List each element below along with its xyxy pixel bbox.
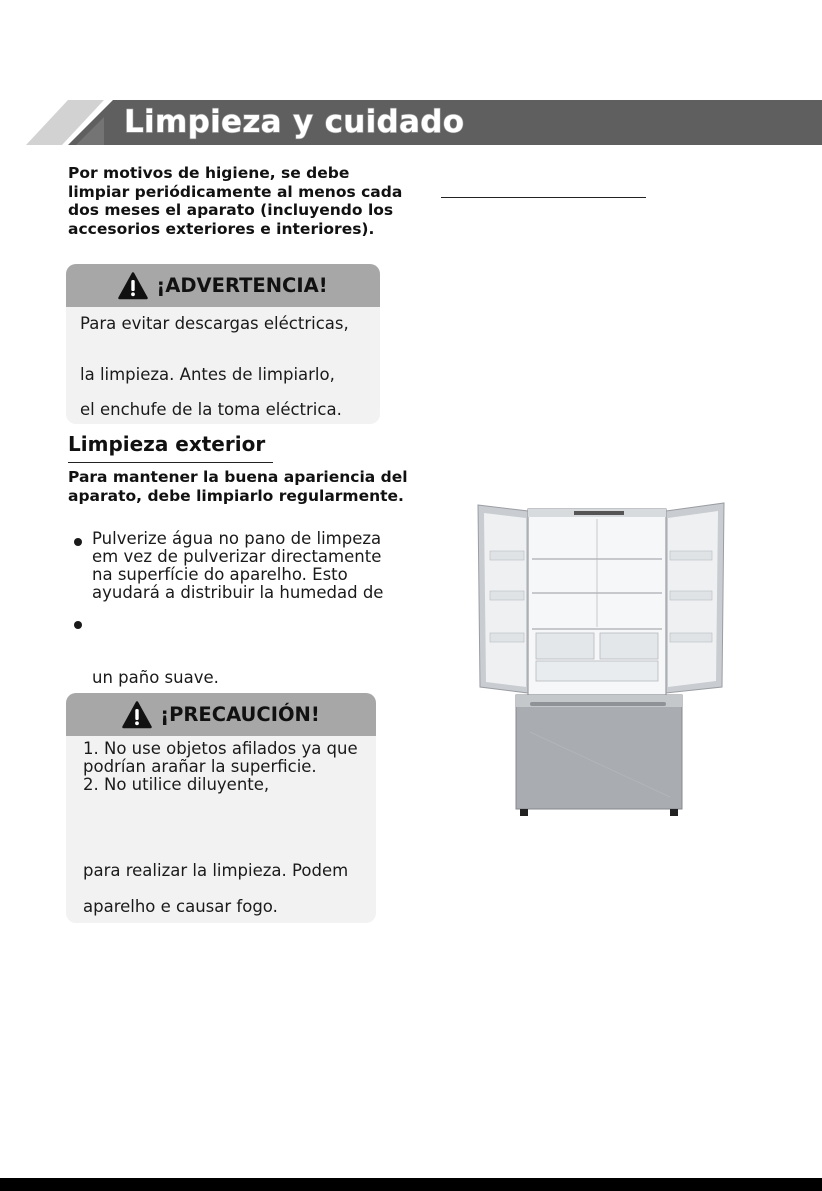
caution-box bbox=[66, 693, 376, 923]
footer-bar bbox=[0, 1178, 822, 1191]
warning-triangle-icon bbox=[118, 272, 148, 300]
warning-line-3: el enchufe de la toma eléctrica. bbox=[80, 400, 342, 419]
exterior-section-intro: Para mantener la buena apariencia del aparato, debe limpiarlo regularmente. bbox=[68, 468, 408, 505]
bullet-marker-1 bbox=[74, 538, 82, 546]
refrigerator-image bbox=[470, 497, 730, 822]
bullet-1-line-3: na superfície do aparelho. Esto bbox=[92, 565, 348, 584]
section-banner bbox=[0, 100, 822, 145]
caution-line-2: podrían arañar la superficie. bbox=[83, 757, 317, 776]
caution-box-header bbox=[66, 693, 376, 736]
caution-box-title: ¡PRECAUCIÓN! bbox=[160, 703, 320, 726]
warning-line-2: la limpieza. Antes de limpiarlo, bbox=[80, 365, 335, 384]
bullet-marker-2 bbox=[74, 621, 82, 629]
page-title: Limpieza y cuidado bbox=[124, 104, 465, 140]
warning-box bbox=[66, 264, 380, 424]
bullet-1-line-2: em vez de pulverizar directamente bbox=[92, 547, 382, 566]
warning-triangle-icon bbox=[122, 701, 152, 729]
warning-box-title: ¡ADVERTENCIA! bbox=[156, 274, 328, 297]
intro-paragraph: Por motivos de higiene, se debe limpiar periódicamente al menos cada dos meses el aparato (incluyendo los accesorios exteriores e interiores). bbox=[68, 164, 403, 238]
warning-box-header bbox=[66, 264, 380, 307]
caution-line-5: aparelho e causar fogo. bbox=[83, 897, 278, 916]
caution-line-1: 1. No use objetos afilados ya que bbox=[83, 739, 358, 758]
caution-line-4: para realizar la limpieza. Podem bbox=[83, 861, 349, 880]
divider-rule bbox=[441, 197, 646, 198]
caution-line-3: 2. No utilice diluyente, bbox=[83, 775, 270, 794]
bullet-1-line-4: ayudará a distribuir la humedad de bbox=[92, 583, 384, 602]
warning-line-1: Para evitar descargas eléctricas, bbox=[80, 314, 349, 333]
bullet-2-line-2: un paño suave. bbox=[92, 668, 219, 687]
exterior-section-title: Limpieza exterior bbox=[68, 432, 273, 463]
bullet-1-line-1: Pulverize água no pano de limpeza bbox=[92, 529, 382, 548]
